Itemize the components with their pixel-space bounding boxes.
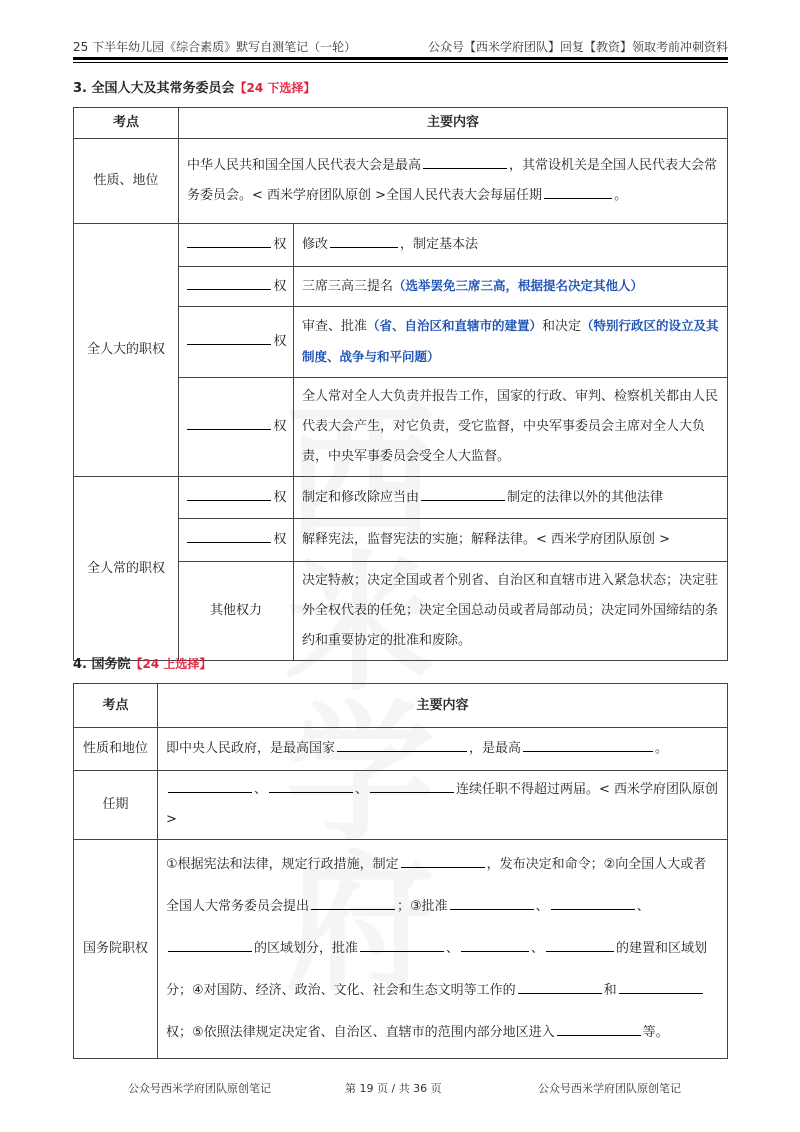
col-header-topic: 考点 [74, 108, 179, 139]
fill-blank [330, 232, 398, 248]
power-suffix: 权 [273, 278, 287, 294]
col-header-topic: 考点 [74, 684, 158, 728]
hint-text: （省、自治区和直辖市的建置） [367, 318, 543, 333]
row-label: 全人常的职权 [74, 477, 179, 661]
footer-left: 公众号西米学府团队原创笔记 [128, 1082, 271, 1095]
content-text: 中华人民共和国全国人民代表大会是最高 [187, 158, 422, 173]
content-text: ，是最高 [469, 741, 522, 756]
fill-blank [370, 777, 454, 793]
cell-content [294, 562, 728, 661]
fill-blank [450, 894, 534, 910]
fill-blank [168, 936, 252, 952]
fill-blank [187, 527, 271, 543]
power-cell [179, 307, 294, 378]
header-right: 公众号【西米学府团队】回复【教资】领取考前冲刺资料 [427, 40, 728, 54]
fill-blank [187, 274, 271, 290]
page-number: 第 19 页 / 共 36 页 [345, 1082, 442, 1095]
content-text: ，发布决定和命令；②向全国人大或者全国人大常务委员会提出 [166, 857, 707, 914]
power-label: 其他权力 [179, 562, 294, 661]
fill-blank [461, 936, 529, 952]
fill-blank [518, 978, 602, 994]
fill-blank [269, 777, 353, 793]
fill-blank [168, 777, 252, 793]
content-text: 审查、批准 [302, 319, 368, 334]
content-text: 决定特赦；决定全国或者个别省、自治区和直辖市进入紧急状态；决定驻外全权代表的任免；决定全国总动员或者局部动员；决定同外国缔结的条约和重要协定的批准和废除。 [302, 573, 719, 648]
row-label: 任期 [74, 771, 158, 840]
content-text: 即中央人民政府，是最高国家 [166, 741, 336, 756]
content-text: ，其常设机关是全国人民代表大会常务委员会。< 西米学府团队原创 >全国人民代表大会每届任期 [187, 158, 718, 203]
fill-blank [360, 936, 444, 952]
fill-blank [187, 485, 271, 501]
col-header-content: 主要内容 [179, 108, 728, 139]
content-text: 的建置和区域划分；④对国防、经济、政治、文化、社会和生态文明等工作的 [166, 941, 708, 998]
hint-text: （特别行政区的设立及其制度、战争与和平问题） [302, 318, 719, 364]
content-text: 、 [355, 782, 369, 797]
content-text: 制定的法律以外的其他法律 [507, 489, 664, 505]
power-suffix: 权 [273, 532, 287, 547]
power-suffix: 权 [273, 237, 287, 252]
content-text: ，制定基本法 [400, 237, 479, 252]
section-tag: 【24 下选择】 [234, 81, 316, 95]
cell-content [294, 477, 728, 519]
npc-table [73, 107, 728, 661]
power-suffix: 权 [273, 419, 287, 434]
power-cell [179, 519, 294, 562]
footer-right: 公众号西米学府团队原创笔记 [538, 1082, 681, 1095]
fill-blank [619, 978, 703, 994]
content-text: ①根据宪法和法律，规定行政措施，制定 [166, 857, 399, 872]
fill-blank [544, 183, 612, 199]
section-3-title [73, 77, 315, 96]
fill-blank [187, 232, 271, 248]
fill-blank [557, 1020, 641, 1036]
row-label: 国务院职权 [74, 840, 158, 1059]
cell-content [294, 224, 728, 267]
content-text: 解释宪法，监督宪法的实施；解释法律。< 西米学府团队原创 > [302, 532, 671, 547]
state-council-table [73, 683, 728, 1059]
hint-text: （选举罢免三席三高，根据提名决定其他人） [393, 278, 644, 293]
fill-blank [311, 894, 395, 910]
content-text: ；③批准 [397, 899, 448, 914]
power-cell [179, 267, 294, 307]
content-text: 、 [254, 782, 268, 797]
section-4-title [73, 653, 211, 672]
fill-blank [523, 736, 653, 752]
content-text: 、 [446, 941, 460, 956]
header-left: 25 下半年幼儿园《综合素质》默写自测笔记（一轮） [73, 40, 357, 54]
content-text: 和 [603, 983, 617, 998]
cell-content [158, 771, 728, 840]
content-text: 全人常对全人大负责并报告工作，国家的行政、审判、检察机关都由人民代表大会产生，对它负责，受它监督，中央军事委员会主席对全人大负责，中央军事委员会受全人大监督。 [302, 389, 719, 464]
content-text: 等。 [642, 1025, 669, 1040]
section-tag: 【24 上选择】 [130, 657, 212, 671]
power-suffix: 权 [273, 334, 287, 349]
col-header-content: 主要内容 [158, 684, 728, 728]
fill-blank [337, 736, 467, 752]
content-text: 和决定 [542, 319, 582, 334]
fill-blank [421, 485, 505, 501]
cell-content [158, 728, 728, 771]
section-title-text: 3. 全国人大及其常务委员会 [73, 81, 235, 96]
row-label: 性质、地位 [74, 139, 179, 224]
row-label: 全人大的职权 [74, 224, 179, 477]
power-cell [179, 224, 294, 267]
content-text: 权；⑤依照法律规定决定省、自治区、直辖市的范围内部分地区进入 [166, 1025, 555, 1040]
content-text: 、 [636, 899, 650, 914]
content-text: 。 [614, 188, 628, 203]
content-text: 。 [655, 741, 669, 756]
content-text: 制定和修改除应当由 [302, 489, 420, 505]
power-suffix: 权 [273, 489, 287, 505]
cell-content [294, 519, 728, 562]
fill-blank [423, 153, 507, 169]
page-header [73, 38, 728, 55]
fill-blank [551, 894, 635, 910]
content-text: 连续任职不得超过两届。< 西米学府团队原创 > [166, 782, 719, 827]
content-text: 的区域划分，批准 [254, 941, 359, 956]
fill-blank [401, 852, 485, 868]
content-text: 、 [535, 899, 549, 914]
power-cell [179, 477, 294, 519]
content-text: 修改 [302, 237, 329, 252]
row-label: 性质和地位 [74, 728, 158, 771]
header-rule-thin [73, 62, 728, 63]
content-text: 三席三高三提名 [302, 279, 394, 294]
header-rule [73, 57, 728, 60]
power-cell [179, 378, 294, 477]
cell-content [294, 267, 728, 307]
section-title-text: 4. 国务院 [73, 657, 131, 672]
fill-blank [187, 414, 271, 430]
fill-blank [546, 936, 614, 952]
content-text: 、 [531, 941, 545, 956]
cell-content [294, 307, 728, 378]
cell-content [294, 378, 728, 477]
cell-content [179, 139, 728, 224]
fill-blank [187, 329, 271, 345]
cell-content [158, 840, 728, 1059]
